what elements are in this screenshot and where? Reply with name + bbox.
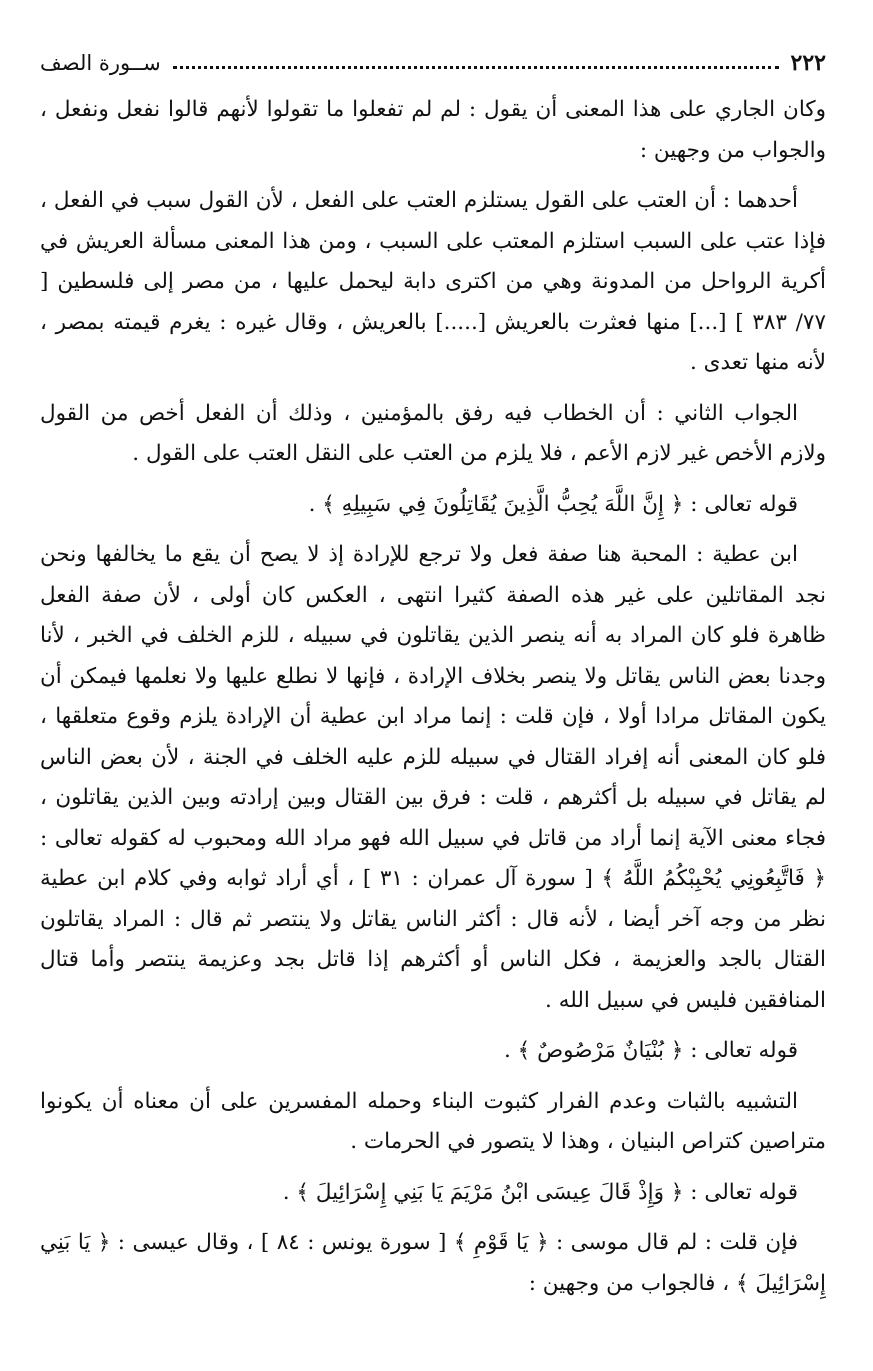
paragraph-ibn-atiyya: ابن عطية : المحبة هنا صفة فعل ولا ترجع للإرادة إذ لا يصح أن يقع ما يخالفها ونحن نجد المقاتلين على غير هذه الصفة كثيرا انتهى ، العكس كان أولى ، لأن صفة الفعل ظاهرة فلو كان المراد به أنه ينصر الذين يقاتلون في سبيله ، للزم الخلف في الخبر ، لأنا وجدنا بعض الناس يقاتل ولا ينصر بخلاف الإرادة ، فإنها لا نطلع عليها ولا نعلمها فيمكن أن يكون المقاتل مرادا أولا ، فإن قلت : إنما مراد ابن عطية أن الإرادة يلزم وقوع متعلقها ، فلو كان المعنى أنه إفراد القتال في سبيله للزم عليه الخلف في الجنة ، لأن بعض الناس لم يقاتل في سبيله بل أكثرهم ، قلت : فرق بين القتال وبين إرادته وبين الذين يقاتلون ، فجاء معنى الآية إنما أراد من قاتل في سبيل الله فهو مراد الله ومحبوب له كقوله تعالى : ﴿ فَاتَّبِعُونِي يُحْبِبْكُمُ اللَّهُ ﴾ [ سورة آل عمران : ٣١ ] ، أي أراد ثوابه وفي كلام ابن عطية نظر من وجه آخر أيضا ، لأنه قال : أكثر الناس يقاتل ولا ينتصر ثم قال : المراد يقاتلون القتال بالجد والعزيمة ، فكل الناس أو أكثرهم إذا قاتل بجد وعزيمة ينتصر وأما قتال المنافقين فليس في سبيل الله . [40, 542, 826, 1013]
paragraph-second-answer: الجواب الثاني : أن الخطاب فيه رفق بالمؤمنين ، وذلك أن الفعل أخص من القول ولازم الأخص غير لازم الأعم ، فلا يلزم من العتب على النقل العتب على القول . [40, 400, 826, 466]
paragraph-tashbih: التشبيه بالثبات وعدم الفرار كثبوت البناء وحمله المفسرين على أن معناه أن يكونوا متراصين كتراص البنيان ، وهذا لا يتصور في الحرمات . [40, 1088, 826, 1154]
running-title: ســورة الصف [40, 51, 161, 75]
paragraph-verse-quote: قوله تعالى : ﴿ بُنْيَانٌ مَرْصُوصٌ ﴾ . [504, 1038, 798, 1063]
page-header [40, 44, 826, 82]
paragraph-first-answer: أحدهما : أن العتب على القول يستلزم العتب على الفعل ، لأن القول سبب في الفعل ، فإذا عتب على السبب استلزم المعتب على السبب ، ومن هذا المعنى مسألة العريش في أكرية الرواحل من المدونة وهي من اكترى دابة ليحمل عليها ، من مصر إلى فلسطين [ ٧٧/ ٣٨٣ ] [...] منها فعثرت بالعريش [.....] بالعريش ، وقال غيره : يغرم قيمته بمصر ، لأنه منها تعدى . [40, 188, 826, 375]
book-page [40, 44, 826, 1314]
paragraph-verse-quote: قوله تعالى : ﴿ وَإِذْ قَالَ عِيسَى ابْنُ مَرْيَمَ يَا بَنِي إِسْرَائِيلَ ﴾ . [282, 1179, 798, 1205]
paragraph-question: فإن قلت : لم قال موسى : ﴿ يَا قَوْمِ ﴾ [ سورة يونس : ٨٤ ] ، وقال عيسى : ﴿ يَا بَنِي إِسْرَائِيلَ ﴾ ، فالجواب من وجهين : [40, 1230, 826, 1296]
paragraph-intro: وكان الجاري على هذا المعنى أن يقول : لم لم تفعلوا ما تقولوا لأنهم قالوا نفعل ونفعل ، والجواب من وجهين : [40, 97, 826, 163]
page-number: ٢٢٢ [790, 50, 826, 76]
paragraph-verse-quote: قوله تعالى : ﴿ إِنَّ اللَّهَ يُحِبُّ الَّذِينَ يُقَاتِلُونَ فِي سَبِيلِهِ ﴾ . [308, 491, 798, 517]
dotted-leader-divider [173, 66, 779, 69]
page-body [40, 90, 826, 1304]
